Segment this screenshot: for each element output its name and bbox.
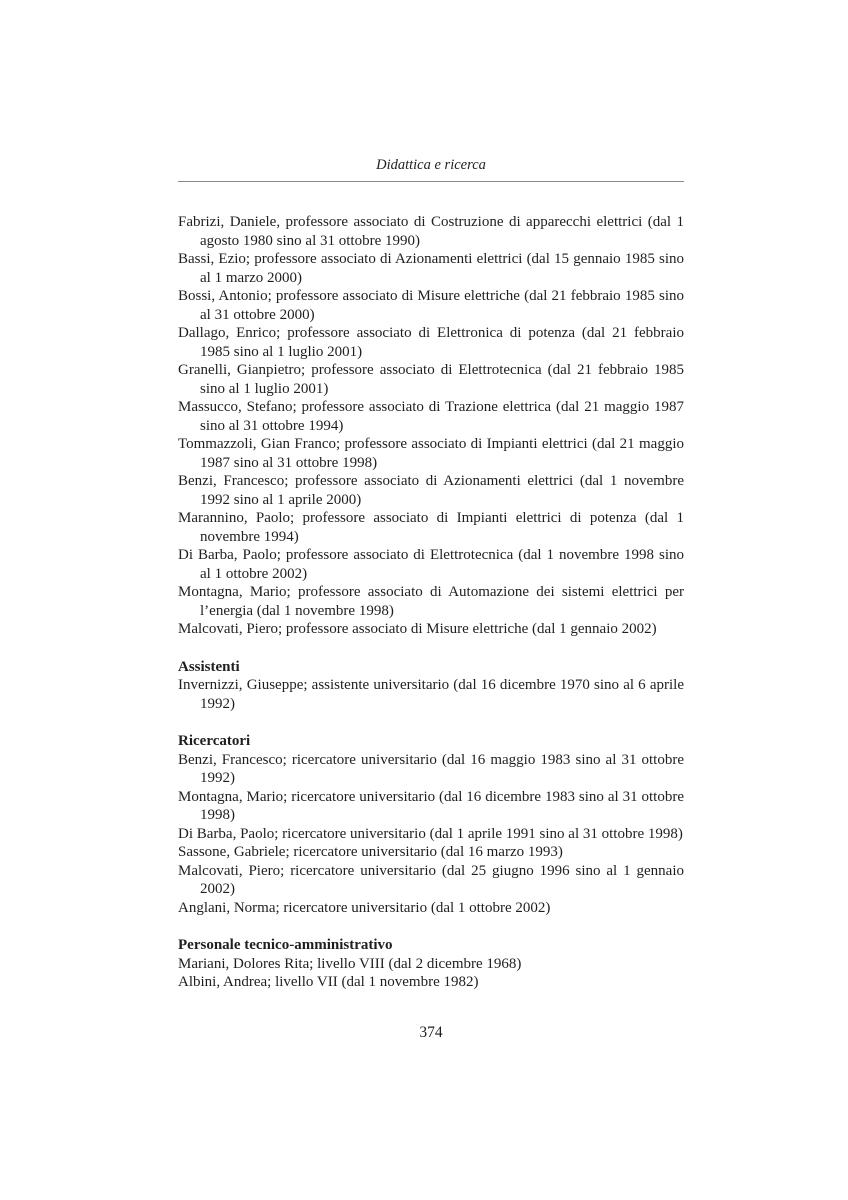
section-title-personale: Personale tecnico-amministrativo [178, 937, 393, 953]
list-entry: Fabrizi, Daniele, professore associato di Costruzione di apparecchi elettrici (dal 1 agosto 1980 sino al 31 ottobre 1990) [178, 214, 684, 249]
list-entry: Dallago, Enrico; professore associato di Elettronica di potenza (dal 21 febbraio 1985 sino al 1 luglio 2001) [178, 325, 684, 360]
list-entry: Benzi, Francesco; ricercatore universitario (dal 16 maggio 1983 sino al 31 ottobre 1992) [178, 751, 684, 786]
list-entry: Malcovati, Piero; professore associato di Misure elettriche (dal 1 gennaio 2002) [178, 621, 657, 637]
list-entry: Albini, Andrea; livello VII (dal 1 novembre 1982) [178, 974, 479, 990]
list-entry: Granelli, Gianpietro; professore associato di Elettrotecnica (dal 21 febbraio 1985 sino al 1 luglio 2001) [178, 362, 684, 397]
list-entry: Bassi, Ezio; professore associato di Azionamenti elettrici (dal 15 gennaio 1985 sino al 1 marzo 2000) [178, 251, 684, 286]
page-number: 374 [419, 1024, 443, 1041]
section-title-ricercatori: Ricercatori [178, 733, 251, 749]
list-entry: Di Barba, Paolo; professore associato di Elettrotecnica (dal 1 novembre 1998 sino al 1 ottobre 2002) [178, 547, 684, 582]
header-rule [178, 181, 684, 182]
list-entry: Di Barba, Paolo; ricercatore universitario (dal 1 aprile 1991 sino al 31 ottobre 1998) [178, 825, 683, 842]
ricercatori-list [178, 751, 684, 918]
list-entry: Sassone, Gabriele; ricercatore universitario (dal 16 marzo 1993) [178, 844, 563, 860]
list-entry: Massucco, Stefano; professore associato di Trazione elettrica (dal 21 maggio 1987 sino al 31 ottobre 1994) [178, 399, 684, 434]
list-entry: Montagna, Mario; professore associato di Automazione dei sistemi elettrici per l’energia (dal 1 novembre 1998) [178, 584, 684, 619]
page-body [178, 213, 684, 992]
section-title-assistenti: Assistenti [178, 658, 240, 675]
list-entry: Benzi, Francesco; professore associato di Azionamenti elettrici (dal 1 novembre 1992 sino al 1 aprile 2000) [178, 473, 684, 508]
list-entry: Invernizzi, Giuseppe; assistente universitario (dal 16 dicembre 1970 sino al 6 aprile 1992) [178, 677, 684, 712]
list-entry: Tommazzoli, Gian Franco; professore associato di Impianti elettrici (dal 21 maggio 1987 sino al 31 ottobre 1998) [178, 436, 684, 471]
list-entry: Montagna, Mario; ricercatore universitario (dal 16 dicembre 1983 sino al 31 ottobre 1998) [178, 788, 684, 823]
list-entry: Anglani, Norma; ricercatore universitario (dal 1 ottobre 2002) [178, 899, 551, 916]
personale-list [178, 955, 684, 992]
assistenti-list [178, 676, 684, 713]
running-head: Didattica e ricerca [376, 157, 486, 173]
list-entry: Bossi, Antonio; professore associato di Misure elettriche (dal 21 febbraio 1985 sino al 31 ottobre 2000) [178, 288, 684, 323]
associati-list [178, 213, 684, 639]
list-entry: Malcovati, Piero; ricercatore universitario (dal 25 giugno 1996 sino al 1 gennaio 2002) [178, 862, 684, 897]
list-entry: Mariani, Dolores Rita; livello VIII (dal 2 dicembre 1968) [178, 955, 522, 972]
list-entry: Marannino, Paolo; professore associato di Impianti elettrici di potenza (dal 1 novembre 1994) [178, 510, 684, 545]
